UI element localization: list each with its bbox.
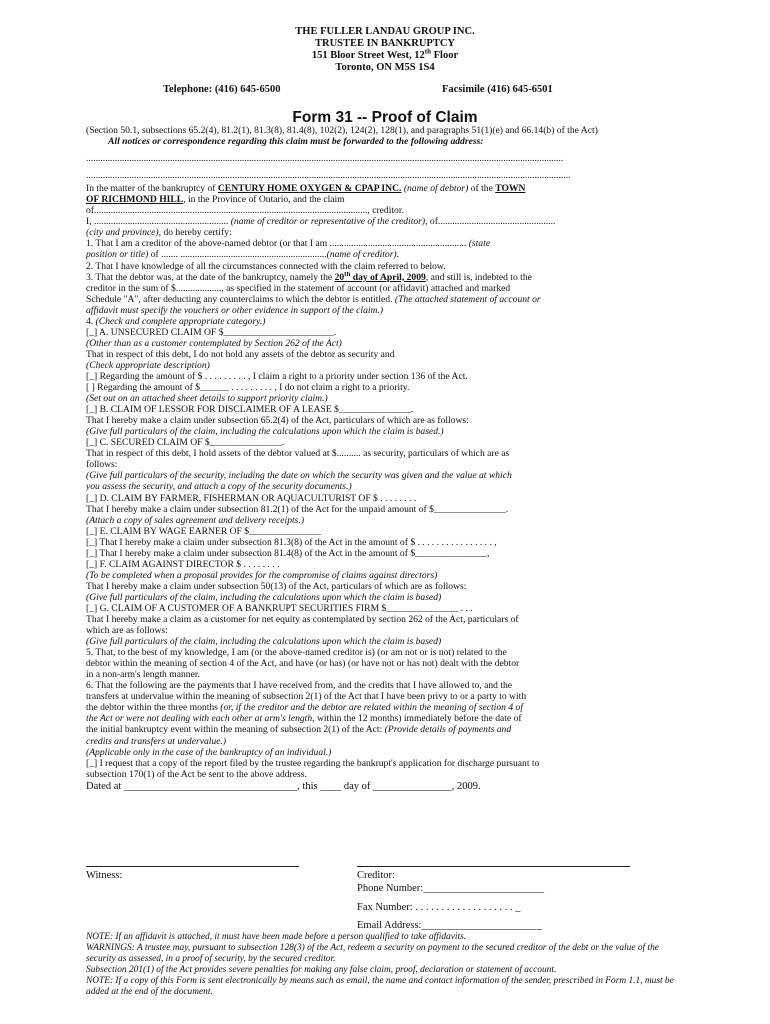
debtor-name: CENTURY HOME OXYGEN & CPAP INC. [217,183,402,195]
matter-line-2: OF RICHMOND HILL, in the Province of Ontario, and the claim [86,194,345,206]
discharge-report-checkbox[interactable]: [_] I request that a copy of the report filed by the trustee regarding the bankrupt's application for discharge pursuant to [86,757,540,769]
priority-details-note: (Set out on an attached sheet details to support priority claim.) [86,393,328,405]
paragraph-6-c: the debtor within the three months (or, if the creditor and the debtor are related within the meaning of section 4 of [86,702,523,714]
company-city: Toronto, ON M5S 1S4 [335,62,435,73]
paragraph-5-b: debtor within the meaning of section 4 of the Act, and have (or has) (or have not or has not) dealt with the debtor [86,658,520,670]
category-c-checkbox[interactable]: [_] C. SECURED CLAIM OF $_______________. [86,437,285,449]
paragraph-7-applicability: (Applicable only in the case of the bankruptcy of an individual.) [86,746,332,758]
paragraph-3-b: creditor in the sum of $..................., as specified in the statement of account (or affidavit) attached and marked [86,282,511,294]
form-title: Form 31 -- Proof of Claim [292,109,478,126]
witness-signature-line[interactable] [86,866,299,867]
category-a-assets: That in respect of this debt, I do not hold any assets of the debtor as security and [86,348,395,360]
category-f-text: That I hereby make a claim under subsection 50(13) of the Act, particulars of which are as follows: [86,580,467,592]
category-g-text-2: which are as follows: [86,625,168,637]
warnings-note: WARNINGS: A trustee may, pursuant to subsection 128(3) of the Act, redeem a security on payment to the secured creditor of the debt or the value of the security as assessed, in a proof of security, by the secured creditor. [86,942,659,964]
category-g-note: (Give full particulars of the claim, including the calculations upon which the claim is based) [86,636,442,648]
sections-reference: (Section 50.1, subsections 65.2(4), 81.2(1), 81.3(8), 81.4(8), 102(2), 124(2), 128(1), and paragraphs 51(1)(e) and 66.14(b) of the Act) [86,125,598,136]
paragraph-5: 5. That, to the best of my knowledge, I am (or the above-named creditor is) (or am not or is not) related to the [86,647,507,659]
paragraph-2: 2. That I have knowledge of all the circumstances connected with the claim referred to below. [86,260,446,272]
category-c-text: That in respect of this debt, I hold assets of the debtor valued at $.......... as security, particulars of which are as [86,448,510,460]
category-a-note: (Other than as a customer contemplated by Section 262 of the Act) [86,337,342,349]
affidavit-note: NOTE: If an affidavit is attached, it must have been made before a person qualified to take affidavits. [86,932,467,942]
fax-number-field[interactable]: Fax Number: . . . . . . . . . . . . . . . . . . . _ [357,902,521,913]
category-g-text: That I hereby make a claim as a customer for net equity as contemplated by section 262 of the Act, particulars of [86,614,519,626]
category-b-text: That I hereby make a claim under subsection 65.2(4) of the Act, particulars of which are as follows: [86,415,469,427]
creditor-label: Creditor: [357,870,395,881]
city-province-line: (city and province), do hereby certify: [86,227,232,239]
category-d-text: That I hereby make a claim under subsection 81.2(1) of the Act for the unpaid amount of $_______________. [86,503,509,515]
paragraph-1-cont: position or title) of ....... .............................................................(name of creditor). [86,249,400,261]
paragraph-3-d: affidavit must specify the vouchers or other evidence in support of the claim.) [86,304,384,316]
category-b-note: (Give full particulars of the claim, including the calculations upon which the claim is based.) [86,426,444,438]
paragraph-3: 3. That the debtor was, at the date of the bankruptcy, namely the 20th day of April, 2009, and still is, indebted to the [86,271,532,283]
category-a-check: (Check appropriate description) [86,359,210,371]
category-f-give: (Give full particulars of the claim, including the calculations upon which the claim is based) [86,591,442,603]
category-c-note-2: you assess the security, and attach a copy of the security documents.) [86,481,352,493]
category-f-checkbox[interactable]: [_] F. CLAIM AGAINST DIRECTOR $ . . . . . . . . [86,558,280,570]
category-b-checkbox[interactable]: [_] B. CLAIM OF LESSOR FOR DISCLAIMER OF A LEASE $_______________. [86,404,414,416]
creditor-signature-line[interactable] [357,866,630,867]
address-line-1[interactable]: ....................................................................................................................................................................................................... [86,153,564,165]
penalties-note: Subsection 201(1) of the Act provides severe penalties for making any false claim, proof, declaration or statement of account. [86,964,557,975]
form-body [86,125,684,793]
paragraph-1: 1. That I am a creditor of the above-named debtor (or that I am ......................................................... (state [86,238,491,250]
category-g-checkbox[interactable]: [_] G. CLAIM OF A CUSTOMER OF A BANKRUPT SECURITIES FIRM $_______________ . . . [86,602,473,614]
representative-field[interactable]: I, ........................................................ (name of creditor or representative of the creditor), of................................................. [86,216,556,228]
category-d-checkbox[interactable]: [_] D. CLAIM BY FARMER, FISHERMAN OR AQUACULTURIST OF $ . . . . . . . . [86,492,417,504]
address-line-2[interactable]: .......................................................................................................................................................................................................... [86,170,571,182]
category-e-option-2[interactable]: [_] That I hereby make a claim under subsection 81.4(8) of the Act in the amount of $_______________, [86,547,490,559]
category-c-note: (Give full particulars of the security, including the date on which the security was given and the value at which [86,470,512,482]
company-role: TRUSTEE IN BANKRUPTCY [314,38,456,49]
notes-section [86,932,686,997]
category-e-checkbox[interactable]: [_] E. CLAIM BY WAGE EARNER OF $_______________ [86,525,322,537]
paragraph-5-c: in a non-arm's length manner. [86,669,200,681]
paragraph-3-c: Schedule "A", after deducting any counterclaims to which the debtor is entitled. (The attached statement of account or [86,293,541,305]
priority-claim-checkbox[interactable]: [_] Regarding the amount of $ . . . . . . . . . , I claim a right to a priority under section 136 of the Act. [86,370,468,382]
witness-label: Witness: [86,870,123,881]
paragraph-6-d: the Act or were not dealing with each other at arm's length, within the 12 months) immediately before the date of [86,713,522,725]
bankruptcy-date: 20th day of April, 2009 [334,271,426,283]
category-a-checkbox[interactable]: [_] A. UNSECURED CLAIM OF $_______________________. [86,326,337,338]
telephone: Telephone: (416) 645-6500 [163,84,281,95]
paragraph-6-e: the initial bankruptcy event within the meaning of subsection 2(1) of the Act: (Provide details of payments and [86,724,512,736]
company-name: THE FULLER LANDAU GROUP INC. [295,26,475,37]
company-street: 151 Bloor Street West, 12th Floor [311,47,459,61]
matter-line: In the matter of the bankruptcy of CENTURY HOME OXYGEN & CPAP INC. (name of debtor) of the TOWN [86,183,526,195]
paragraph-6-f: credits and transfers at undervalue.) [86,735,227,747]
category-c-text-2: follows: [86,459,118,471]
email-address-field[interactable]: Email Address:_______________________ [357,920,543,931]
letterhead [0,26,770,74]
paragraph-4: 4. (Check and complete appropriate category.) [86,315,266,327]
category-f-note: (To be completed when a proposal provides for the compromise of claims against directors) [86,569,438,581]
facsimile: Facsimile (416) 645-6501 [442,84,553,95]
paragraph-6-b: transfers at undervalue within the meaning of subsection 2(1) of the Act that I have been privy to or a party to with [86,691,527,703]
category-e-option-1[interactable]: [_] That I hereby make a claim under subsection 81.3(8) of the Act in the amount of $ . . . . . . . . . . . . . . . . , [86,536,497,548]
phone-number-field[interactable]: Phone Number:_______________________ [357,883,544,894]
paragraph-6: 6. That the following are the payments that I have received from, and the credits that I have allowed to, and the [86,680,513,692]
electronic-note: NOTE: If a copy of this Form is sent electronically by means such as email, the name and contact information of the sender, prescribed in Form 1.1, must be added at the end of the document. [86,975,674,997]
category-d-note: (Attach a copy of sales agreement and delivery receipts.) [86,514,305,526]
paragraph-7-b: subsection 170(1) of the Act be sent to the above address. [86,768,307,780]
dated-line[interactable]: Dated at _________________________________, this ____ day of _______________, 2009. [86,780,481,792]
notice-text: All notices or correspondence regarding this claim must be forwarded to the following address: [108,136,484,148]
no-priority-checkbox[interactable]: [ ] Regarding the amount of $______ . . . . . . . . . , I do not claim a right to a priority. [86,382,410,394]
creditor-field[interactable]: of.................................................................................................................., creditor. [86,205,404,217]
